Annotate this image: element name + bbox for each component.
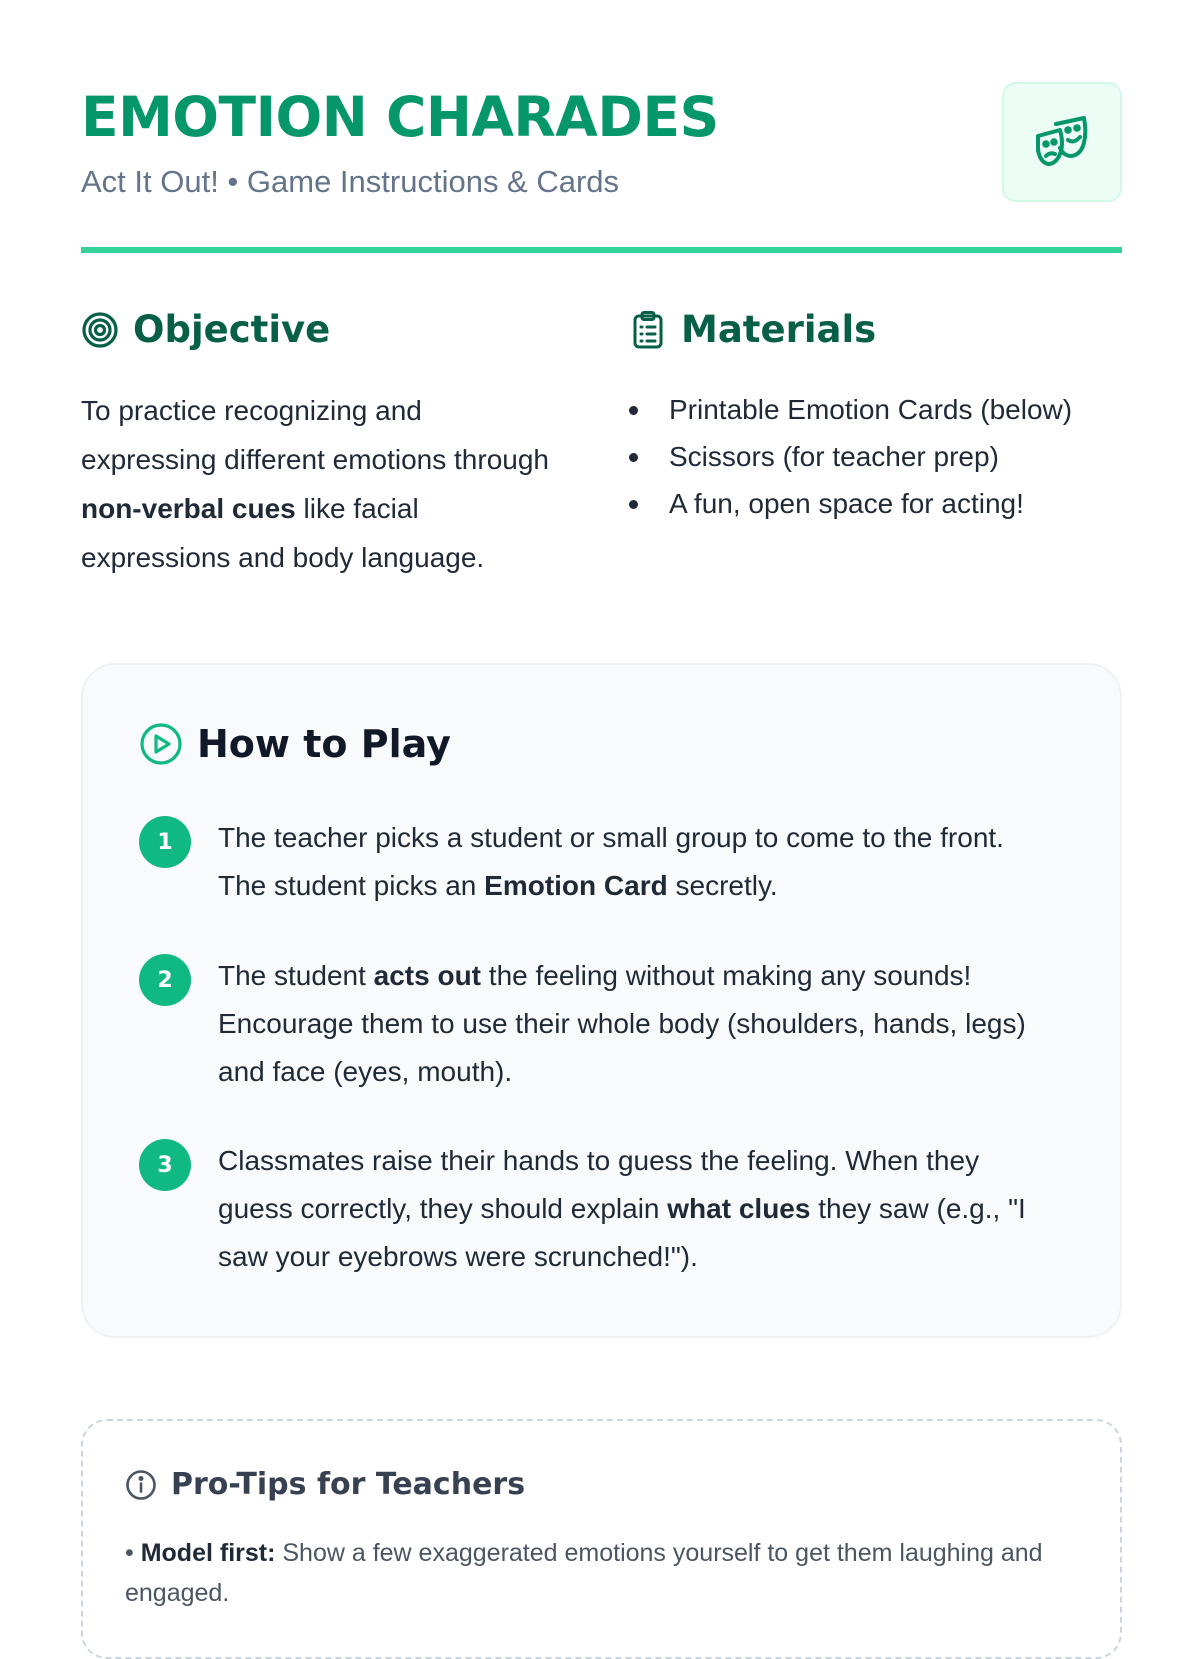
page-header bbox=[81, 80, 1122, 255]
page-title: EMOTION CHARADES bbox=[81, 85, 719, 149]
objective-text-bold: non-verbal cues bbox=[81, 493, 296, 524]
materials-list bbox=[629, 386, 1072, 527]
tip-body: Show a few exaggerated emotions yourself to get them laughing and engaged. bbox=[125, 1539, 1043, 1607]
info-icon bbox=[125, 1469, 157, 1501]
step-text-end: the feeling without making any sounds! Encourage them to use their whole body (shoulders, hands, legs) and face (eyes, mouth). bbox=[218, 960, 1026, 1087]
clipboard-list-icon bbox=[629, 310, 667, 350]
objective-text bbox=[81, 386, 561, 582]
step-number-badge: 2 bbox=[139, 954, 191, 1006]
bullet-dot bbox=[629, 500, 638, 509]
page-subtitle: Act It Out! • Game Instructions & Cards bbox=[81, 164, 620, 199]
target-icon bbox=[81, 311, 119, 349]
list-item bbox=[629, 386, 1072, 433]
objective-text-end: like facial expressions and body language. bbox=[81, 493, 485, 573]
how-to-play-card bbox=[81, 663, 1122, 1338]
tip-bullet: • bbox=[125, 1539, 141, 1567]
bullet-dot bbox=[629, 453, 638, 462]
step-number-badge: 3 bbox=[139, 1139, 191, 1191]
step-number-badge: 1 bbox=[139, 816, 191, 868]
material-item-text: Printable Emotion Cards (below) bbox=[669, 394, 1073, 425]
step-text-bold: what clues bbox=[667, 1193, 811, 1224]
step-text bbox=[218, 952, 1059, 1096]
step-text-bold: acts out bbox=[373, 960, 482, 991]
step-text-end: they saw (e.g., "I saw your eyebrows were scrunched!"). bbox=[218, 1193, 1026, 1272]
step-text-start: The teacher picks a student or small group to come to the front. The student picks an bbox=[218, 822, 1004, 901]
theater-badge bbox=[1002, 82, 1122, 202]
theater-masks-icon bbox=[1030, 110, 1094, 174]
materials-heading bbox=[629, 308, 876, 351]
pro-tips-box bbox=[81, 1419, 1122, 1659]
step-text-start: Classmates raise their hands to guess the feeling. When they guess correctly, they should explain bbox=[218, 1145, 980, 1224]
pro-tips-title: Pro-Tips for Teachers bbox=[171, 1467, 526, 1502]
play-circle-icon bbox=[139, 722, 183, 766]
tip-bold-label: Model first: bbox=[140, 1539, 276, 1567]
step-text-start: The student bbox=[218, 960, 374, 991]
list-item bbox=[629, 480, 1072, 527]
step-item bbox=[139, 952, 1059, 1096]
how-to-play-title: How to Play bbox=[197, 722, 451, 766]
step-text-bold: Emotion Card bbox=[484, 870, 668, 901]
bullet-dot bbox=[629, 406, 638, 415]
step-text bbox=[218, 1137, 1059, 1281]
step-item bbox=[139, 814, 1059, 910]
pro-tip-text bbox=[125, 1533, 1085, 1613]
step-text-end: secretly. bbox=[667, 870, 778, 901]
material-item-text: A fun, open space for acting! bbox=[669, 488, 1024, 519]
objective-title: Objective bbox=[133, 308, 331, 351]
objective-heading bbox=[81, 308, 330, 351]
step-text bbox=[218, 814, 1059, 910]
step-item bbox=[139, 1137, 1059, 1281]
material-item-text: Scissors (for teacher prep) bbox=[669, 441, 999, 472]
objective-text-start: To practice recognizing and expressing different emotions through bbox=[81, 395, 549, 475]
how-to-play-heading bbox=[139, 722, 451, 766]
pro-tips-heading bbox=[125, 1467, 525, 1502]
list-item bbox=[629, 433, 1072, 480]
materials-title: Materials bbox=[681, 308, 877, 351]
header-divider bbox=[81, 247, 1122, 253]
